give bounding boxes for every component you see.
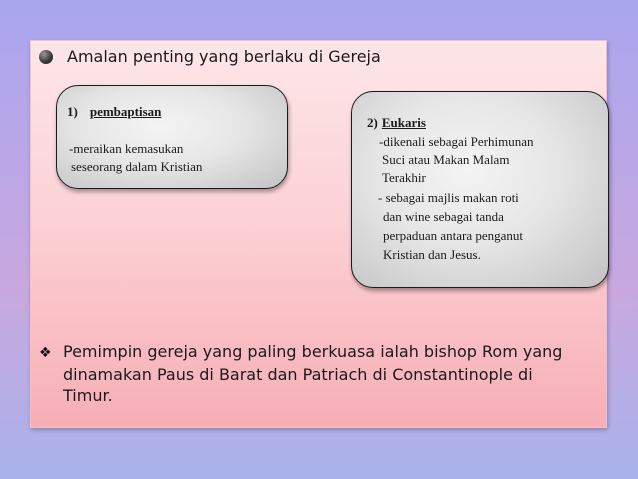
bottom-bullet: [39, 341, 604, 406]
bottom-bullet-text: Pemimpin gereja yang paling berkuasa ialah bishop Rom yang: [63, 342, 563, 361]
box1-title: [67, 104, 161, 120]
box1-title-text: pembaptisan: [89, 104, 162, 119]
bottom-bullet-line: dinamakan Paus di Barat dan Patriach di Constantinople di: [63, 365, 533, 384]
box2-line: perpaduan antara penganut: [383, 228, 524, 243]
sphere-bullet-icon: [39, 50, 53, 64]
box1-line: seseorang dalam Kristian: [71, 159, 203, 174]
heading-bullet: [39, 47, 381, 66]
bottom-bullet-line: [39, 341, 604, 364]
box2-line: Kristian dan Jesus.: [383, 247, 481, 262]
box2-line: Terakhir: [382, 170, 426, 185]
pembaptisan-box: [56, 85, 288, 189]
bottom-bullet-line: Timur.: [63, 386, 113, 405]
content-panel: [30, 40, 607, 428]
diamond-bullet-icon: ❖: [39, 345, 52, 361]
heading-bullet-text: Amalan penting yang berlaku di Gereja: [67, 47, 381, 66]
eukaris-box: [351, 91, 609, 288]
box2-title-text: Eukaris: [381, 115, 426, 130]
box2-title: [367, 115, 426, 131]
box2-line: - sebagai majlis makan roti: [378, 190, 519, 205]
box2-line: dan wine sebagai tanda: [383, 209, 504, 224]
box1-number: 1): [67, 104, 78, 119]
box2-line: -dikenali sebagai Perhimunan: [379, 134, 534, 149]
box2-line: Suci atau Makan Malam: [382, 152, 510, 167]
box1-line: -meraikan kemasukan: [69, 141, 184, 156]
box2-number: 2): [367, 115, 378, 130]
